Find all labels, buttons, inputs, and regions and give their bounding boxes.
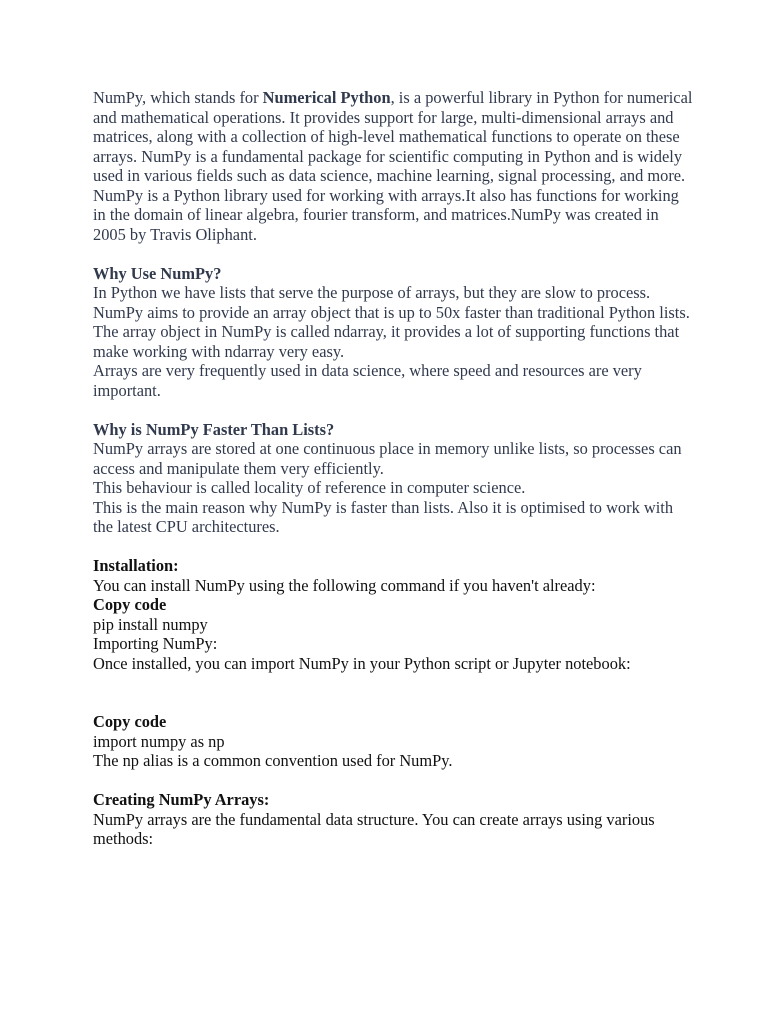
creating-heading bbox=[93, 790, 693, 810]
copy-code-label-2 bbox=[93, 712, 693, 732]
why-faster-heading-text: Why is NumPy Faster Than Lists? bbox=[93, 419, 335, 439]
why-faster-heading bbox=[93, 420, 693, 440]
document-page bbox=[93, 88, 693, 849]
intro-paragraph-2: NumPy is a Python library used for working with arrays.It also has functions for working in the domain of linear algebra, fourier transform, and matrices.NumPy was created in 2005 by Travis Oliphant. bbox=[93, 185, 679, 244]
why-use-heading bbox=[93, 264, 693, 284]
copy-code-label-text: Copy code bbox=[93, 595, 167, 614]
copy-code-label bbox=[93, 595, 693, 615]
intro-text-end: , is a powerful library in Python for numerical and mathematical operations. It provides support for large, multi-dimensional arrays and matrices, along with a collection of high-level mathematical functions to operate on these arrays. NumPy is a fundamental package for scientific computing in Python and is widely used in various fields such as data science, machine learning, signal processing, and more. bbox=[93, 88, 693, 185]
why-faster-line: NumPy arrays are stored at one continuous place in memory unlike lists, so processes can access and manipulate them very efficiently. bbox=[93, 439, 682, 478]
pip-install-command: pip install numpy bbox=[93, 614, 208, 634]
numerical-python-bold: Numerical Python bbox=[262, 88, 391, 107]
why-use-line: NumPy aims to provide an array object that is up to 50x faster than traditional Python lists. bbox=[93, 302, 690, 322]
creating-heading-text: Creating NumPy Arrays: bbox=[93, 790, 270, 809]
creating-text: NumPy arrays are the fundamental data structure. You can create arrays using various methods: bbox=[93, 809, 655, 848]
why-use-line: In Python we have lists that serve the purpose of arrays, but they are slow to process. bbox=[93, 283, 651, 302]
why-use-heading-text: Why Use NumPy? bbox=[93, 263, 222, 283]
why-use-line: Arrays are very frequently used in data science, where speed and resources are very important. bbox=[93, 361, 642, 400]
why-faster-line: This behaviour is called locality of reference in computer science. bbox=[93, 478, 526, 497]
intro-text-start: NumPy, which stands for bbox=[93, 88, 263, 107]
installation-heading bbox=[93, 556, 693, 576]
import-intro: Once installed, you can import NumPy in your Python script or Jupyter notebook: bbox=[93, 653, 631, 673]
why-faster-line: This is the main reason why NumPy is faster than lists. Also it is optimised to work with the latest CPU architectures. bbox=[93, 497, 674, 536]
installation-heading-text: Installation: bbox=[93, 556, 179, 575]
intro-paragraph bbox=[93, 88, 693, 186]
import-line: import numpy as np bbox=[93, 731, 225, 751]
copy-code-label-2-text: Copy code bbox=[93, 712, 167, 731]
alias-note: The np alias is a common convention used for NumPy. bbox=[93, 751, 453, 770]
importing-label: Importing NumPy: bbox=[93, 634, 218, 653]
installation-intro: You can install NumPy using the following command if you haven't already: bbox=[93, 575, 596, 595]
why-use-line: The array object in NumPy is called ndarray, it provides a lot of supporting functions that make working with ndarray very easy. bbox=[93, 322, 680, 361]
